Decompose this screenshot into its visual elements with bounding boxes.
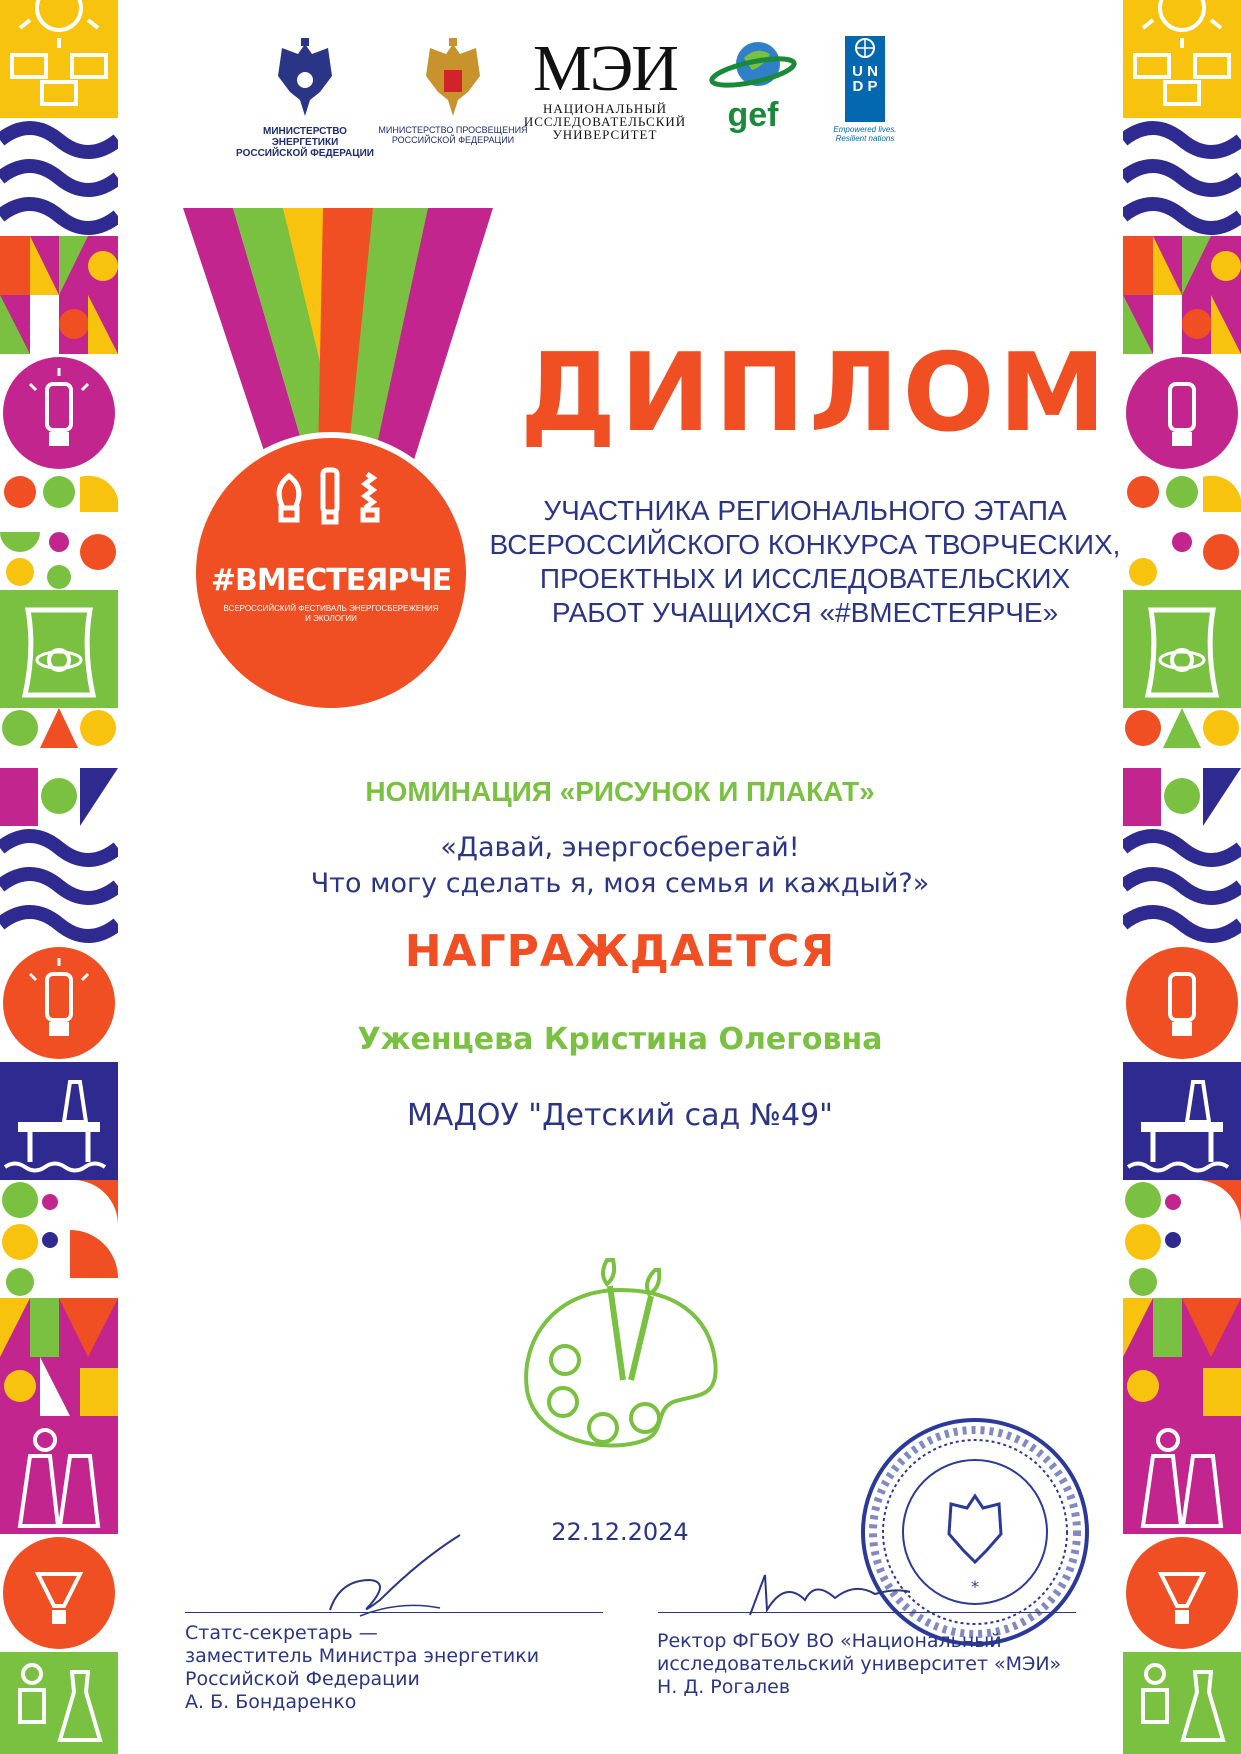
- ministry-education-logo: [378, 36, 528, 146]
- lightbulb-icon: [0, 1534, 118, 1652]
- left-signature: [320, 1530, 470, 1620]
- oil-platform-icon: [1123, 1062, 1241, 1180]
- festival-caption: ВСЕРОССИЙСКИЙ ФЕСТИВАЛЬ ЭНЕРГОСБЕРЕЖЕНИЯ И ЭКОЛОГИИ: [223, 604, 439, 623]
- right-signature-line: [658, 1612, 1076, 1613]
- festival-hashtag: #ВМЕСТЕЯРЧЕ: [210, 563, 452, 598]
- ministry-education-caption: МИНИСТЕРСТВО ПРОСВЕЩЕНИЯ РОССИЙСКОЙ ФЕДЕРАЦИИ: [378, 125, 528, 145]
- undp-tagline: Empowered lives. Resilient nations: [833, 125, 897, 143]
- factory-icon: [1123, 1416, 1241, 1534]
- diploma-subtitle: УЧАСТНИКА РЕГИОНАЛЬНОГО ЭТАПА ВСЕРОССИЙСКОГО КОНКУРСА ТВОРЧЕСКИХ, ПРОЕКТНЫХ И ИССЛЕДОВАТЕЛЬСКИХ РАБОТ УЧАЩИХСЯ «#ВМЕСТЕЯРЧЕ»: [489, 495, 1121, 628]
- wave-pattern-icon: [0, 118, 118, 236]
- dots-pattern-icon: [1123, 472, 1241, 590]
- lightbulb-icon: [0, 944, 118, 1062]
- award-date: 22.12.2024: [551, 1518, 689, 1546]
- nuclear-plant-icon: [0, 590, 118, 708]
- mei-abbreviation: МЭИ: [533, 32, 677, 105]
- dots-pattern-icon: [0, 472, 118, 590]
- recipient-organization: МАДОУ "Детский сад №49": [407, 1098, 833, 1133]
- svg-text:*: *: [971, 1577, 979, 1596]
- double-headed-eagle-icon: [270, 36, 340, 122]
- geometric-pattern-icon: [1123, 236, 1241, 354]
- wave-pattern-icon: [1123, 826, 1241, 944]
- scientist-flask-icon: [0, 1652, 118, 1754]
- geometric-pattern-icon: [1123, 708, 1241, 826]
- geometric-pattern-icon: [0, 1298, 118, 1416]
- nomination-label: НОМИНАЦИЯ «РИСУНОК И ПЛАКАТ»: [365, 776, 875, 807]
- undp-letters: U N D P: [852, 63, 878, 95]
- mei-caption: НАЦИОНАЛЬНЫЙ ИССЛЕДОВАТЕЛЬСКИЙ УНИВЕРСИТЕТ: [523, 101, 687, 142]
- dots-pattern-icon: [0, 1180, 118, 1298]
- lightbulb-icon: [1123, 1534, 1241, 1652]
- lightbulb-icon: [0, 354, 118, 472]
- dots-pattern-icon: [1123, 1180, 1241, 1298]
- festival-medal-logo: [183, 208, 493, 708]
- left-signer: Статс-секретарь — заместитель Министра энергетики Российской Федерации А. Б. Бондаренко: [185, 1622, 540, 1713]
- geometric-pattern-icon: [1123, 1298, 1241, 1416]
- wave-pattern-icon: [1123, 118, 1241, 236]
- left-signature-line: [185, 1612, 603, 1613]
- nuclear-plant-icon: [1123, 590, 1241, 708]
- right-signer: Ректор ФГБОУ ВО «Национальный исследовательский университет «МЭИ» Н. Д. Рогалев: [657, 1630, 1062, 1698]
- undp-logo: [820, 36, 910, 144]
- wave-pattern-icon: [0, 826, 118, 944]
- globe-icon: [708, 36, 798, 96]
- medal-ribbon-icon: [183, 208, 493, 708]
- right-signature: [745, 1560, 915, 1620]
- competition-topic: «Давай, энергосберегай! Что могу сделать я, моя семья и каждый?»: [310, 832, 930, 899]
- sun-solar-panel-icon: [0, 0, 118, 118]
- right-decorative-border: [1123, 0, 1241, 1754]
- partner-logos: [230, 32, 1010, 166]
- lightbulb-icon: [1123, 354, 1241, 472]
- geometric-pattern-icon: [0, 236, 118, 354]
- recipient-name: Уженцева Кристина Олеговна: [357, 1022, 883, 1057]
- diploma-title: ДИПЛОМ: [520, 331, 1110, 456]
- geometric-pattern-icon: [0, 708, 118, 826]
- left-decorative-border: [0, 0, 118, 1754]
- art-palette-icon: [515, 1250, 725, 1460]
- un-emblem-icon: [845, 36, 885, 60]
- coat-of-arms-icon: [418, 36, 488, 122]
- ministry-energy-logo: [230, 36, 380, 159]
- sun-solar-panel-icon: [1123, 0, 1241, 118]
- lightbulb-icon: [1123, 944, 1241, 1062]
- gef-wordmark: gef: [727, 96, 779, 134]
- factory-icon: [0, 1416, 118, 1534]
- oil-platform-icon: [0, 1062, 118, 1180]
- undp-badge: [845, 36, 885, 122]
- scientist-flask-icon: [1123, 1652, 1241, 1754]
- gef-logo: [708, 36, 798, 134]
- mei-logo: [520, 32, 690, 142]
- ministry-energy-caption: МИНИСТЕРСТВО ЭНЕРГЕТИКИ РОССИЙСКОЙ ФЕДЕРАЦИИ: [236, 126, 374, 159]
- awarded-heading: НАГРАЖДАЕТСЯ: [404, 926, 836, 977]
